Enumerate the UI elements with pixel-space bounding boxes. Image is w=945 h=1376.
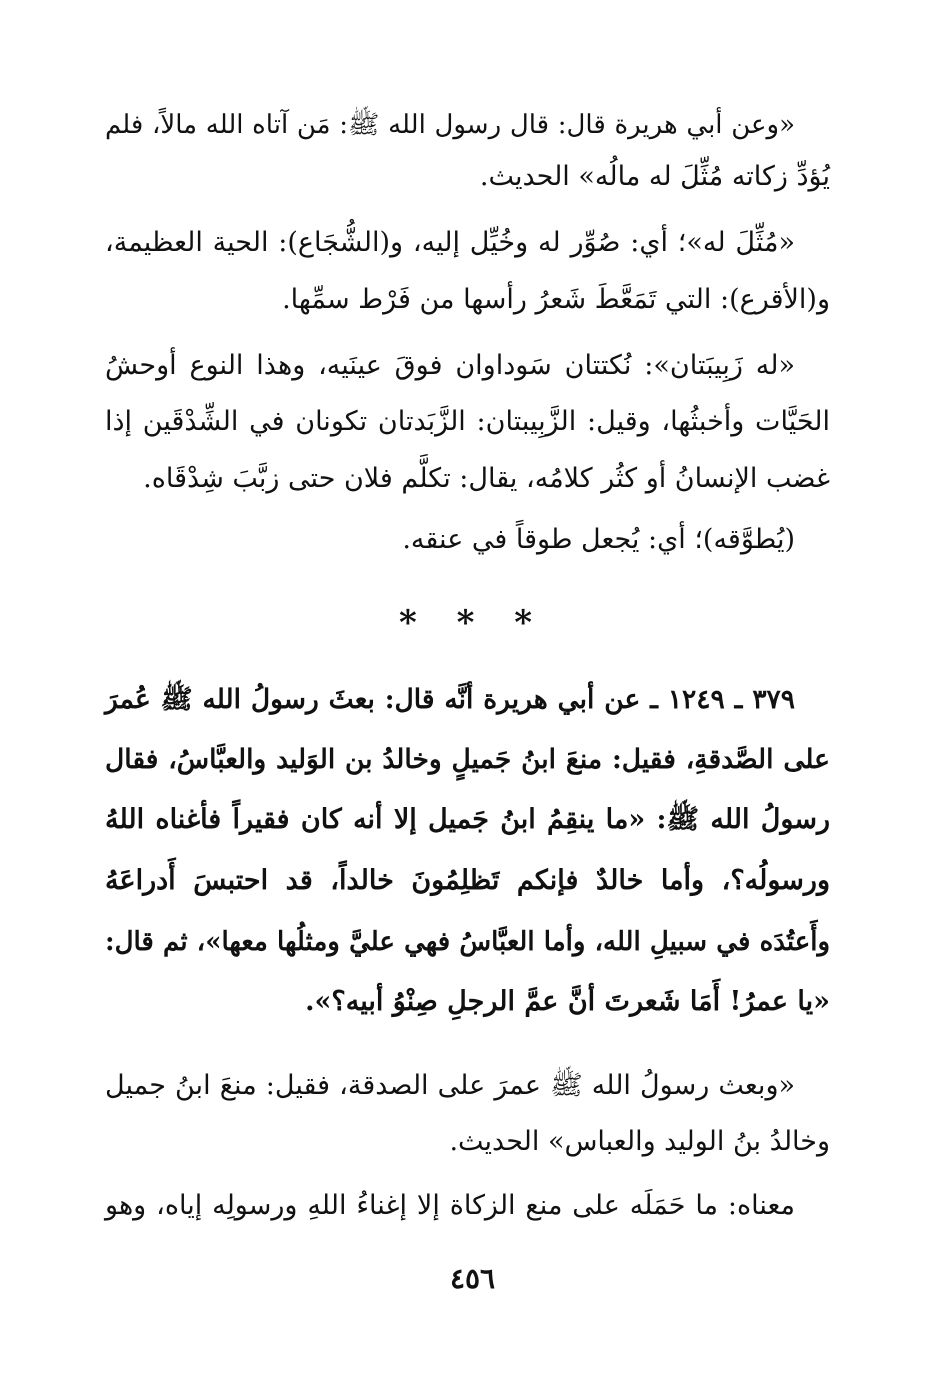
- text-line: وخالدُ بنُ الوليد والعباس» الحديث.: [449, 1126, 830, 1157]
- text-line: «وبعث رسولُ الله ﷺ عمرَ على الصدقة، فقيل: منعَ ابنُ جميل: [105, 1070, 795, 1101]
- text-line: «له زَبِيبَتان»: نُكتتان سَوداوان فوقَ عينَيه، وهذا النوع أوحشُ: [105, 350, 795, 381]
- hadith-line: رسولُ الله ﷺ: «ما ينقِمُ ابنُ جَميل إلا أنه كان فقيراً فأغناه اللهُ: [105, 804, 830, 835]
- text-line: معناه: ما حَمَلَه على منع الزكاة إلا إغناءُ اللهِ ورسولِه إياه، وهو: [105, 1190, 795, 1221]
- hadith-line: ورسولُه؟، وأما خالدٌ فإنكم تَظلِمُونَ خالداً، قد احتبسَ أَدراعَهُ: [105, 865, 830, 896]
- text-line: الحَيَّات وأخبثُها، وقيل: الزَّبِيبتان: الزَّبَدتان تكونان في الشِّدْقَين إذا: [105, 406, 830, 437]
- text-line: غضب الإنسانُ أو كثُر كلامُه، يقال: تكلَّم فلان حتى زبَّبَ شِدْقَاه.: [143, 463, 830, 494]
- hadith-line: «يا عمرُ! أَمَا شَعرتَ أنَّ عمَّ الرجلِ صِنْوُ أبيه؟».: [305, 986, 830, 1017]
- hadith-line: وأَعتُدَه في سبيلِ الله، وأما العبَّاسُ فهي عليَّ ومثلُها معها»، ثم قال:: [105, 927, 830, 957]
- text-line: (يُطوَّقه)؛ أي: يُجعل طوقاً في عنقه.: [402, 524, 795, 555]
- text-line: «وعن أبي هريرة قال: قال رسول الله ﷺ: مَن آتاه الله مالاً، فلم: [105, 110, 795, 140]
- page-number: ٤٥٦: [449, 1262, 496, 1295]
- hadith-line: ٣٧٩ ـ ١٢٤٩ ـ عن أبي هريرة أنَّه قال: بعثَ رسولُ الله ﷺ عُمرَ: [105, 684, 796, 715]
- hadith-line: على الصَّدقةِ، فقيل: منعَ ابنُ جَميلٍ وخالدُ بن الوَليد والعبَّاسُ، فقال: [105, 744, 830, 775]
- text-line: و(الأقرع): التي تَمَعَّطَ شَعرُ رأسها من فَرْط سمِّها.: [282, 284, 830, 315]
- text-line: «مُثِّلَ له»؛ أي: صُوِّر له وخُيِّل إليه، و(الشُّجَاع): الحية العظيمة،: [105, 227, 795, 258]
- section-separator: * * *: [398, 603, 546, 643]
- text-line: يُؤدِّ زكاته مُثِّلَ له مالُه» الحديث.: [479, 161, 830, 192]
